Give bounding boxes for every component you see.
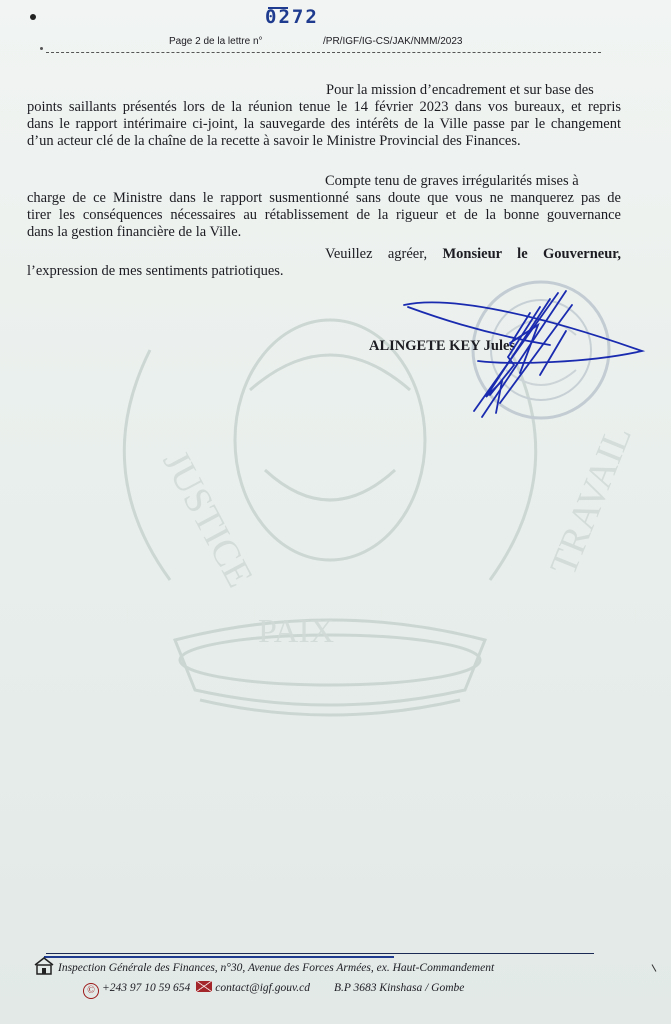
closing-prefix: Veuillez agréer, — [325, 246, 443, 262]
closing-line-1 — [27, 246, 621, 263]
paragraph-line: tirer les conséquences nécessaires au rétablissement de la rigueur et de la bonne gouvernance — [27, 207, 621, 223]
footer-divider — [46, 953, 594, 954]
paragraph-line: points saillants présentés lors de la réunion tenue le 14 février 2023 dans vos bureaux, et repris — [27, 99, 621, 115]
handwritten-signature — [390, 285, 650, 425]
watermark-motto-left: JUSTICE — [154, 443, 261, 595]
margin-dot — [40, 47, 43, 50]
footer-postal: B.P 3683 Kinshasa / Gombe — [333, 982, 465, 994]
paragraph-line: dans le rapport intérimaire ci-joint, la sauvegarde des intérêts de la Ville passe par le changement — [27, 116, 621, 132]
footer-email: contact@igf.gouv.cd — [215, 982, 310, 994]
mail-icon — [196, 981, 212, 992]
corner-mark — [645, 964, 657, 975]
building-icon — [33, 957, 55, 975]
footer-accent-rule — [44, 956, 394, 958]
closing-addressee: Monsieur le Gouverneur, — [442, 246, 621, 262]
page-label: Page 2 de la lettre n° — [169, 36, 263, 47]
handwritten-ref-number: 0272 — [265, 6, 319, 28]
paragraph-line: charge de ce Ministre dans le rapport susmentionné sans doute que vous ne manquerez pas de — [27, 190, 621, 206]
paragraph-1 — [27, 82, 621, 150]
punch-dot — [30, 14, 36, 20]
watermark-motto-right: TRAVAIL — [542, 419, 641, 582]
phone-icon: © — [83, 983, 99, 999]
paragraph-line: dans la gestion financière de la Ville. — [27, 224, 242, 240]
watermark-motto-center: PAIX — [258, 613, 335, 650]
header-divider — [46, 52, 601, 53]
paragraph-line: Compte tenu de graves irrégularités mises à — [325, 173, 579, 189]
paragraph-line: d’un acteur clé de la chaîne de la recette à savoir le Ministre Provincial des Finances. — [27, 133, 521, 149]
footer-address: Inspection Générale des Finances, n°30, Avenue des Forces Armées, ex. Haut-Commandement — [58, 962, 495, 974]
letter-reference: /PR/IGF/IG-CS/JAK/NMM/2023 — [323, 36, 463, 47]
signer-name: ALINGETE KEY Jules — [369, 338, 516, 354]
footer-phone: +243 97 10 59 654 — [102, 982, 191, 994]
footer-contacts — [83, 981, 464, 999]
closing-line-2: l’expression de mes sentiments patriotiques. — [27, 263, 284, 279]
paragraph-line: Pour la mission d’encadrement et sur base des — [326, 82, 594, 98]
paragraph-2 — [27, 173, 621, 241]
